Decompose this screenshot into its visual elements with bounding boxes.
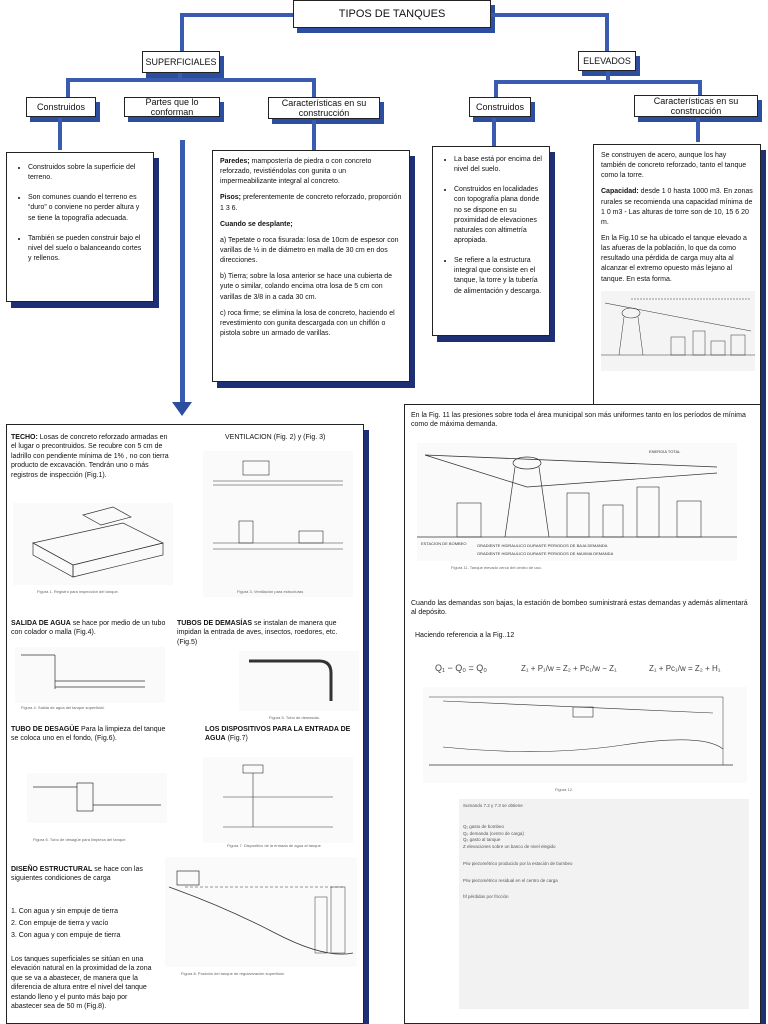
superficiales-box (142, 51, 220, 73)
doc-term: Q₀ gasto al tanque (463, 837, 501, 843)
fig6-image (27, 773, 167, 823)
partes-card (6, 424, 364, 1024)
salida-title: SALIDA DE AGUA (11, 620, 71, 627)
connector (58, 118, 62, 150)
diseno-title: DISEÑO ESTRUCTURAL (11, 866, 93, 873)
equations-image (435, 651, 755, 681)
desplante-c: c) roca firme; se elimina la losa de concreto, haciendo el revestimiento con gunita descargada con un chiflón o pistola sobre un armado de varillas. (220, 309, 395, 337)
list-item: • Construidos sobre la superficie del terreno. (28, 163, 146, 183)
arrow-down-icon (172, 402, 192, 416)
title-box (293, 0, 491, 28)
gradiente-max: GRADIENTE HIDRAULICO DURANTE PERIODOS DE MAXIMA DEMANDA (477, 551, 614, 556)
sup-construidos-label: Construidos (36, 102, 86, 112)
connector (180, 13, 293, 17)
sup-construidos-card (6, 152, 154, 302)
connector (494, 80, 498, 98)
fig12-image (423, 687, 747, 783)
tubos-title: TUBOS DE DEMASÍAS (177, 620, 253, 627)
doc-term: Q₀ demanda (centro de carga) (463, 830, 524, 836)
elev-caract-card (593, 144, 761, 412)
elev-construidos-label: Construidos (475, 102, 525, 112)
partes-label: Partes que lo conforman (145, 97, 199, 117)
list-item: • Son comunes cuando el terreno es “duro” o conviene no perder altura y se tiene la topografía adecuada. (28, 193, 146, 223)
sup-caract-box (268, 97, 380, 119)
elev-p3: En la Fig.10 se ha ubicado el tanque elevado a las afueras de la población, lo que da como resultado una pérdida de carga muy alta al alcanzar el extremo opuesto más lejano al tanque. En esta forma. (601, 234, 747, 283)
reference-document (459, 799, 749, 1009)
connector (312, 120, 316, 150)
fig4-image (15, 647, 165, 703)
list-item: • Construidos en localidades con topografía plana donde no se dispone en su proximidad de elevaciones naturales con altimetría apropiada. (454, 185, 542, 246)
connector (312, 78, 316, 98)
desplante-title: Cuando se desplante; (220, 220, 293, 228)
elevados-label: ELEVADOS (583, 56, 631, 66)
connector (605, 13, 609, 51)
doc-term: hf pérdidas por fricción (463, 894, 509, 900)
techo-text: Losas de concreto reforzado armadas en el lugar o precontruidos. Se recubre con 5 cm de ladrillo con pendiente mínima de 1% , no con tierra producto de excavación. Tendrán uno o más registros de inspección (Fig.1). (11, 434, 169, 479)
superficiales-label: SUPERFICIALES (145, 57, 217, 67)
fig5-image (239, 651, 359, 711)
connector (494, 80, 702, 84)
connector (66, 78, 70, 98)
elev-caract-label: Características en su construcción (653, 96, 739, 116)
fig1-caption: Figura 1. Registro para inspección del tanque. (37, 589, 119, 594)
diseno-text: se hace con las siguientes condiciones de carga (11, 866, 143, 883)
fig2-3-image (203, 451, 353, 597)
fig8-caption: Figura 8. Posición del tanque de regularización superficial. (181, 971, 285, 976)
desague-title: TUBO DE DESAGÜE (11, 726, 80, 733)
capacidad-title: Capacidad: (601, 188, 639, 196)
fig11-text: En la Fig. 11 las presiones sobre toda el área municipal son más uniformes tanto en los períodos de mínima como de máxima demanda. (411, 412, 746, 429)
paredes-text: mampostería de piedra o con concreto reforzado, revistiéndolas con gunita o un impermeabilizante integral al concreto. (220, 158, 372, 186)
list-item: • También se pueden construir bajo el nivel del suelo o balanceando cortes y rellenos. (28, 234, 146, 264)
connector (66, 78, 316, 82)
sup-construidos-box (26, 97, 96, 117)
sup-caract-card (212, 150, 410, 382)
elev-caract-box (634, 95, 758, 117)
ventilacion-title: VENTILACION (Fig. 2) y (Fig. 3) (225, 434, 326, 441)
connector (696, 118, 700, 142)
fig11-image (417, 443, 737, 561)
fig7-image (203, 757, 353, 843)
pisos-title: Pisos; (220, 194, 242, 202)
fig5-caption: Figura 5. Tubo de demasías. (269, 715, 320, 720)
energia-total-label: ENERGIA TOTAL (649, 449, 681, 454)
equation-2: Z₁ + P₁/w = Z₂ + Pc₁/w − Z₁ (521, 664, 617, 673)
sup-caract-label: Características en su construcción (281, 98, 367, 118)
paredes-title: Paredes; (220, 158, 250, 165)
fig6-caption: Figura 6. Tubo de desagüe para limpieza del tanque. (33, 837, 127, 842)
elevados-box (578, 51, 636, 71)
page-title: TIPOS DE TANQUES (338, 8, 446, 20)
desague-text: Para la limpieza del tanque se coloca uno en el fondo, (Fig.6). (11, 726, 166, 743)
referencia-text: Haciendo referencia a la Fig..12 (415, 632, 515, 639)
techo-title: TECHO: (11, 434, 38, 441)
fig4-caption: Figura 4. Salida de agua del tanque superficial. (21, 705, 105, 710)
connector (491, 13, 608, 17)
list-item: • La base está por encima del nivel del suelo. (454, 155, 542, 175)
connector (606, 71, 610, 83)
condicion-3: 3. Con agua y con empuje de tierra (11, 932, 121, 939)
capacidad-text: desde 1 0 hasta 1000 m3. En zonas rurales se recomienda una capacidad mínima de 1 0 m3 - Las alturas de torre son de 10, 15 6 20 m. (601, 188, 753, 226)
fig10-image (601, 291, 755, 371)
desplante-a: a) Tepetate o roca fisurada: losa de 10cm de espesor con varillas de ½ in de diámetro en malla de 30 cm en dos direcciones. (220, 236, 399, 265)
condicion-1: 1. Con agua y sin empuje de tierra (11, 908, 119, 915)
desplante-b: b) Tierra; sobre la losa anterior se hace una cubierta de yute o similar, colando encima otra losa de 5 cm con varillas de 3/8 in a cada 30 cm. (220, 273, 392, 301)
elev-construidos-card (432, 146, 550, 336)
doc-term: P/w piezométrico residual en el centro de carga (463, 877, 558, 883)
elevados-card (404, 404, 761, 1024)
arrow-shaft (180, 140, 185, 404)
gradiente-baja: GRADIENTE HIDRAULICO DURANTE PERIODOS DE BAJA DEMANDA (477, 543, 608, 548)
fig12-caption: Figura 12. (555, 787, 574, 792)
pisos-text: preferentemente de concreto reforzado, proporción 1 3 6. (220, 194, 402, 212)
fig8-image (165, 857, 357, 967)
condicion-2: 2. Con empuje de tierra y vacío (11, 920, 109, 927)
superficiales-final-text: Los tanques superficiales se sitúan en una elevación natural en la proximidad de la zona que se va a abastecer, de manera que la diferencia de altura entre el nivel del tanque estando lleno y el punto más bajo por abastecer sea de 50 m (Fig.8). (11, 956, 152, 1011)
fig1-image (13, 503, 173, 585)
equation-1: Q₁ − Q₀ = Q₀ (435, 663, 488, 673)
fig7-caption: Figura 7. Dispositivo de la entrada de agua al tanque (227, 843, 321, 848)
partes-box (124, 97, 220, 117)
estacion-label: ESTACION DE BOMBEO (421, 541, 467, 546)
doc-term: Z elevaciones sobre un banco de nivel elegido (463, 844, 556, 849)
salida-text: se hace por medio de un tubo con colador o malla (Fig.4). (11, 620, 166, 637)
connector (178, 73, 182, 81)
elev-p1: Se construyen de acero, aunque los hay también de concreto reforzado, tanto el tanque como la torre. (601, 152, 747, 180)
connector (180, 13, 184, 51)
disp-title: LOS DISPOSITIVOS PARA LA ENTRADA DE AGUA (205, 726, 351, 743)
tubos-text: se instalan de manera que impidan la entrada de aves, insectos, roedores, etc. (Fig.5) (177, 620, 338, 646)
demandas-text: Cuando las demandas son bajas, la estación de bombeo suministrará estas demandas y además alimentará al depósito. (411, 600, 748, 617)
elev-construidos-box (469, 97, 531, 117)
fig11-caption: Figura 11. Tanque elevado cerca del centro de uso. (451, 565, 542, 570)
doc-note: Sumando 7.2 y 7.3 se obtiene (463, 803, 523, 808)
fig2-3-caption: Figura 3. Ventilación para estructuras (237, 589, 304, 594)
doc-term: Q₁ gasto de bombeo (463, 823, 505, 829)
connector (698, 80, 702, 96)
doc-term: P/w piezométrico producido por la estación de bombeo (463, 860, 573, 866)
equation-3: Z₁ + Pc₁/w = Z₂ + H₁ (649, 664, 721, 673)
connector (492, 118, 496, 146)
list-item: • Se refiere a la estructura integral que consiste en el tanque, la torre y la tubería de alimentación y descarga. (454, 256, 542, 297)
disp-text: (Fig.7) (225, 735, 248, 743)
